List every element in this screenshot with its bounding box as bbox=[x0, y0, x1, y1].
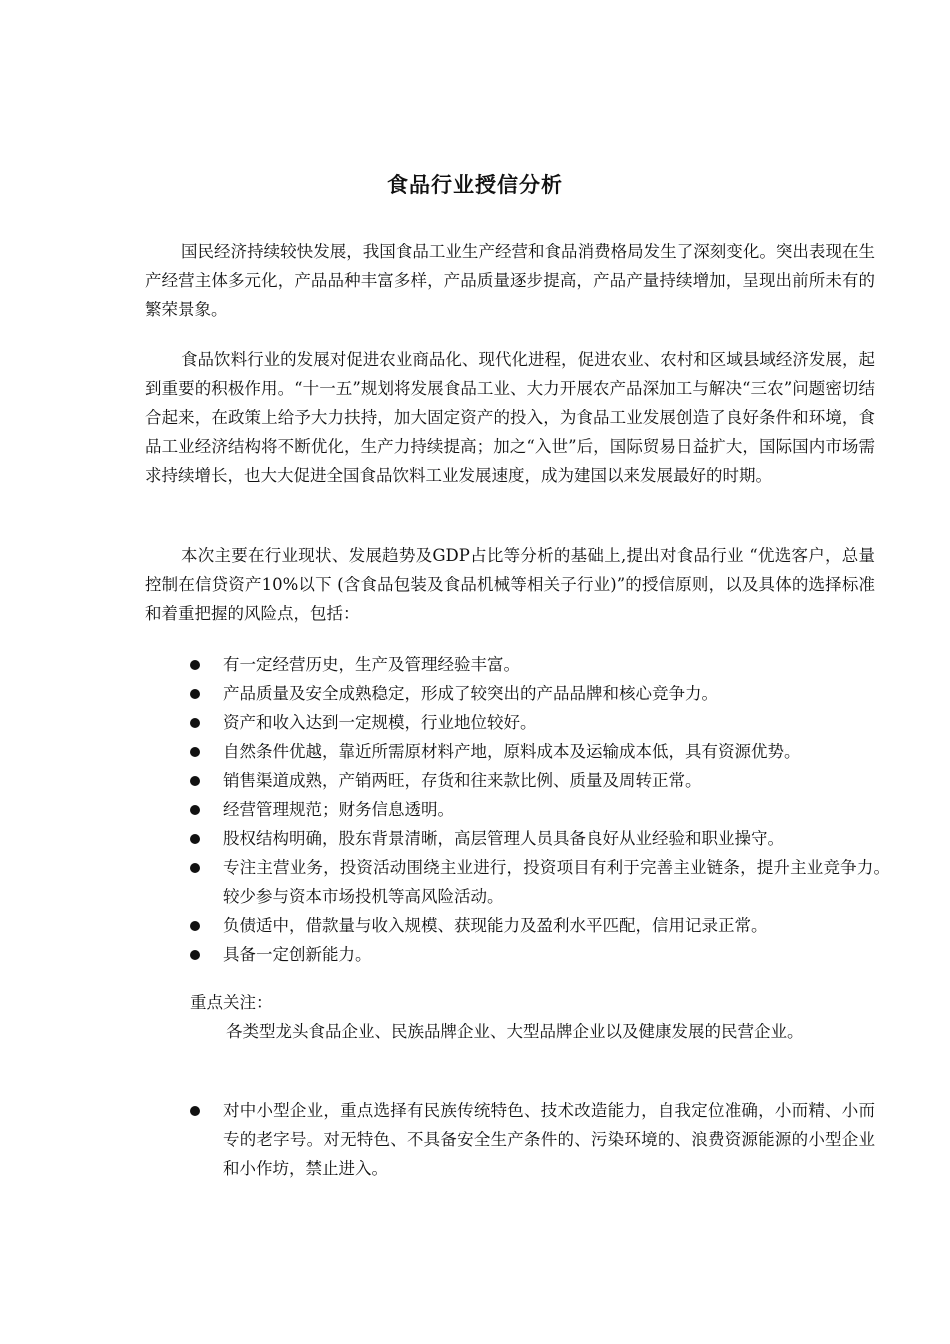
focus-text: 各类型龙头食品企业、民族品牌企业、大型品牌企业以及健康发展的民营企业。 bbox=[226, 1022, 804, 1041]
list-item-text: 股权结构明确，股东背景清晰，高层管理人员具备良好从业经验和职业操守。 bbox=[223, 829, 784, 848]
list-item-text: 有一定经营历史，生产及管理经验丰富。 bbox=[223, 655, 520, 674]
list-item bbox=[190, 853, 890, 911]
list-item bbox=[190, 824, 890, 853]
bullet-icon bbox=[190, 1106, 200, 1116]
bullet-icon bbox=[190, 834, 200, 844]
development-paragraph: 食品饮料行业的发展对促进农业商品化、现代化进程，促进农业、农村和区域县域经济发展，起到重要的积极作用。“十一五”规划将发展食品工业、大力开展农产品深加工与解决“三农”问题密切结合起来，在政策上给予大力扶持，加大固定资产的投入，为食品工业发展创造了良好条件和环境，食品工业经济结构将不断优化，生产力持续提高；加之“入世”后，国际贸易日益扩大，国际国内市场需求持续增长，也大大促进全国食品饮料工业发展速度，成为建国以来发展最好的时期。 bbox=[145, 350, 875, 485]
list-item-text: 自然条件优越，靠近所需原材料产地，原料成本及运输成本低，具有资源优势。 bbox=[223, 742, 801, 761]
bullet-icon bbox=[190, 921, 200, 931]
list-item bbox=[190, 1096, 875, 1183]
bullet-icon bbox=[190, 747, 200, 757]
bullet-icon bbox=[190, 863, 200, 873]
list-item-text: 产品质量及安全成熟稳定，形成了较突出的产品品牌和核心竞争力。 bbox=[223, 684, 718, 703]
bullet-icon bbox=[190, 805, 200, 815]
list-item bbox=[190, 737, 890, 766]
focus-label: 重点关注： bbox=[190, 993, 273, 1012]
document-title: 食品行业授信分析 bbox=[387, 173, 563, 197]
list-item bbox=[190, 940, 890, 969]
credit-principle-paragraph: 本次主要在行业现状、发展趋势及GDP占比等分析的基础上,提出对食品行业 “优选客户，总量控制在信贷资产10%以下 (含食品包装及食品机械等相关子行业)”的授信原则，以及具体的选择标准和着重把握的风险点，包括： bbox=[145, 546, 875, 623]
list-item bbox=[190, 911, 890, 940]
bullet-icon bbox=[190, 718, 200, 728]
list-item-text: 对中小型企业，重点选择有民族传统特色、技术改造能力，自我定位准确，小而精、小而专的老字号。对无特色、不具备安全生产条件的、污染环境的、浪费资源能源的小型企业和小作坊，禁止进入。 bbox=[223, 1101, 875, 1178]
list-item-text: 资产和收入达到一定规模，行业地位较好。 bbox=[223, 713, 537, 732]
bullet-icon bbox=[190, 660, 200, 670]
list-item-text: 经营管理规范；财务信息透明。 bbox=[223, 800, 454, 819]
list-item-text: 专注主营业务，投资活动围绕主业进行，投资项目有利于完善主业链条，提升主业竞争力。较少参与资本市场投机等高风险活动。 bbox=[223, 858, 890, 906]
list-item bbox=[190, 766, 890, 795]
list-item bbox=[190, 795, 890, 824]
list-item bbox=[190, 650, 890, 679]
intro-paragraph: 国民经济持续较快发展，我国食品工业生产经营和食品消费格局发生了深刻变化。突出表现在生产经营主体多元化，产品品种丰富多样，产品质量逐步提高，产品产量持续增加，呈现出前所未有的繁荣景象。 bbox=[145, 242, 875, 319]
list-item-text: 负债适中，借款量与收入规模、获现能力及盈利水平匹配，信用记录正常。 bbox=[223, 916, 768, 935]
list-item-text: 销售渠道成熟，产销两旺，存货和往来款比例、质量及周转正常。 bbox=[223, 771, 702, 790]
list-item bbox=[190, 708, 890, 737]
bullet-icon bbox=[190, 776, 200, 786]
bullet-icon bbox=[190, 950, 200, 960]
small-enterprise-list bbox=[190, 1096, 875, 1183]
list-item-text: 具备一定创新能力。 bbox=[223, 945, 372, 964]
list-item bbox=[190, 679, 890, 708]
bullet-icon bbox=[190, 689, 200, 699]
criteria-list bbox=[190, 650, 890, 969]
